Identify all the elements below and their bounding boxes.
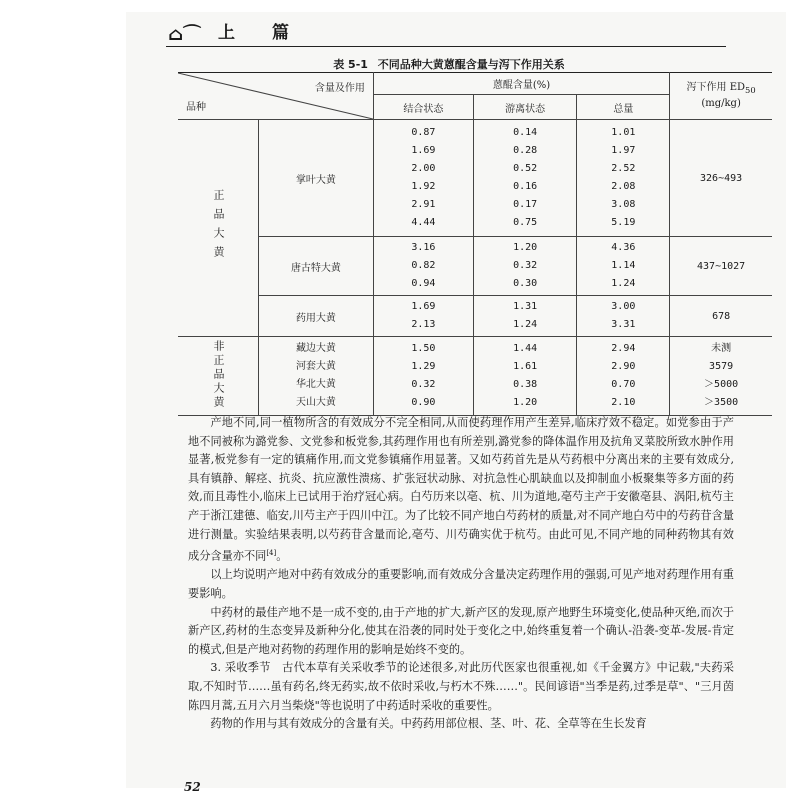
value: 2.94 — [611, 343, 636, 354]
value: 0.82 — [411, 260, 436, 271]
running-header — [166, 16, 726, 47]
ed50-header — [670, 73, 772, 120]
bound-values — [373, 296, 473, 337]
bound-values — [373, 237, 473, 296]
value: 2.91 — [411, 199, 436, 210]
group-header: 蒽醌含量(%) — [373, 73, 669, 95]
ed50-value: 437~1027 — [670, 237, 772, 296]
total-values — [577, 237, 670, 296]
col-header-free: 游离状态 — [473, 95, 577, 120]
value: 3.16 — [411, 242, 436, 253]
value: 1.69 — [411, 301, 436, 312]
col-header-total: 总量 — [577, 95, 670, 120]
value: 1.50 — [411, 343, 436, 354]
category-cell — [178, 337, 259, 416]
diag-top-label: 含量及作用 — [314, 83, 365, 94]
ed50-subscript: 50 — [745, 85, 756, 95]
value: 0.75 — [513, 217, 538, 228]
value: 3.00 — [611, 301, 636, 312]
rhubarb-anthraquinone-table — [178, 72, 772, 416]
value: 1.24 — [611, 278, 636, 289]
value: 0.28 — [513, 145, 538, 156]
total-values — [577, 296, 670, 337]
ed50-value: 3579 — [709, 361, 734, 372]
value: 0.17 — [513, 199, 538, 210]
value: 1.29 — [411, 361, 436, 372]
value: 0.90 — [411, 397, 436, 408]
variety-name: 天山大黄 — [295, 397, 336, 408]
value: 2.10 — [611, 397, 636, 408]
variety-name: 华北大黄 — [295, 379, 336, 390]
bound-values — [373, 120, 473, 237]
paragraph-text: 产地不同,同一植物所含的有效成分不完全相同,从而使药理作用产生差异,临床疗效不稳定。如党参由于产地不同被称为潞党参、文党参和板党参,其药理作用也有所差别,潞党参的降体温作用及抗角叉菜胶所致水肿作用显著,板党参有一定的镇痛作用,而文党参镇痛作用显著。又如芍药首先是从芍药根中分离出来的主要有效成分,具有镇静、解痉、抗炎、抗应激性溃疡、扩张冠状动脉、对抗急性心肌缺血以及抑制血小板聚集等多方面的药效,而且毒性小,临床上已试用于治疗冠心病。白芍历来以亳、杭、川为道地,亳芍主产于安徽亳县、涡阳,杭芍主产于浙江建德、临安,川芍主产于四川中江。为了比较不同产地白芍药材的质量,对不同产地白芍中的芍药苷含量进行测量。实验结果表明,以芍药苷含量而论,亳芍、川芍确实优于杭芍。由此可见,不同产地的同种药物其有效成分含量亦不同 — [188, 416, 734, 563]
table-number: 表 5-1 — [333, 58, 368, 71]
value: 1.20 — [513, 397, 538, 408]
ed50-unit: (mg/kg) — [701, 98, 741, 109]
value: 1.14 — [611, 260, 636, 271]
value: 1.24 — [513, 319, 538, 330]
ed50-value: 未测 — [711, 343, 732, 354]
value: 1.20 — [513, 242, 538, 253]
value: 1.92 — [411, 181, 436, 192]
free-values — [473, 120, 577, 237]
value: 0.32 — [411, 379, 436, 390]
value: 2.90 — [611, 361, 636, 372]
body-text — [188, 414, 734, 734]
value: 1.01 — [611, 127, 636, 138]
ed50-value: ＞3500 — [704, 397, 739, 408]
total-values — [577, 120, 670, 237]
value: 0.16 — [513, 181, 538, 192]
value: 4.44 — [411, 217, 436, 228]
value: 4.36 — [611, 242, 636, 253]
value: 1.69 — [411, 145, 436, 156]
paragraph: 产地不同,同一植物所含的有效成分不完全相同,从而使药理作用产生差异,临床疗效不稳定。如党参由于产地不同被称为潞党参、文党参和板党参,其药理作用也有所差别,潞党参的降体温作用及抗角叉菜胶所致水肿作用显著,板党参有一定的镇痛作用,而文党参镇痛作用显著。又如芍药首先是从芍药根中分离出来的主要有效成分,具有镇静、解痉、抗炎、抗应激性溃疡、扩张冠状动脉、对抗急性心肌缺血以及抑制血小板聚集等多方面的药效,而且毒性小,临床上已试用于治疗冠心病。白芍历来以亳、杭、川为道地,亳芍主产于安徽亳县、涡阳,杭芍主产于浙江建德、临安,川芍主产于四川中江。为了比较不同产地白芍药材的质量,对不同产地白芍中的芍药苷含量进行测量。实验结果表明,以芍药苷含量而论,亳芍、川芍确实优于杭芍。由此可见,不同产地的同种药物其有效成分含量亦不同[4]。 — [188, 416, 734, 563]
value: 0.30 — [513, 278, 538, 289]
category-label: 正品大黄 — [212, 188, 225, 265]
diag-bottom-label: 品种 — [186, 102, 206, 113]
paragraph: 药物的作用与其有效成分的含量有关。中药药用部位根、茎、叶、花、全草等在生长发育 — [210, 717, 647, 731]
variety-name: 唐古特大黄 — [259, 237, 374, 296]
value: 0.94 — [411, 278, 436, 289]
variety-name: 药用大黄 — [259, 296, 374, 337]
col-header-bound: 结合状态 — [373, 95, 473, 120]
value: 2.08 — [611, 181, 636, 192]
value: 0.32 — [513, 260, 538, 271]
value: 3.31 — [611, 319, 636, 330]
variety-name: 掌叶大黄 — [259, 120, 374, 237]
table-title: 不同品种大黄蒽醌含量与泻下作用关系 — [377, 58, 565, 71]
bound-values — [373, 337, 473, 416]
ed50-values — [670, 337, 772, 416]
ed50-label: 泻下作用 ED — [686, 82, 746, 93]
variety-name: 河套大黄 — [295, 361, 336, 372]
free-values — [473, 296, 577, 337]
value: 0.70 — [611, 379, 636, 390]
value: 2.13 — [411, 319, 436, 330]
value: 1.61 — [513, 361, 538, 372]
value: 0.14 — [513, 127, 538, 138]
value: 1.44 — [513, 343, 538, 354]
header-chapter: 篇 — [272, 23, 289, 43]
paragraph: 中药材的最佳产地不是一成不变的,由于产地的扩大,新产区的发现,原产地野生环境变化,使品种灭绝,而次于新产区,药材的生态变异及新种分化,使其在沿袭的同时处于变化之中,始终重复着一个确认-沿袭-变革-发展-肯定的模式,但是产地对药物的药理作用的影响是始终不变的。 — [188, 605, 734, 656]
free-values — [473, 337, 577, 416]
variety-name: 藏边大黄 — [295, 343, 336, 354]
category-label: 非正品大黄 — [212, 339, 225, 410]
value: 1.31 — [513, 301, 538, 312]
book-page — [126, 12, 786, 794]
reference-mark[interactable]: [4] — [266, 549, 277, 558]
ed50-value: 678 — [670, 296, 772, 337]
value: 3.08 — [611, 199, 636, 210]
value: 0.38 — [513, 379, 538, 390]
free-values — [473, 237, 577, 296]
value: 1.97 — [611, 145, 636, 156]
variety-names — [259, 337, 374, 416]
value: 5.19 — [611, 217, 636, 228]
header-part: 上 — [218, 23, 235, 43]
category-cell — [178, 120, 259, 337]
table-caption — [166, 56, 732, 72]
paragraph: 3. 采收季节 古代本草有关采收季节的论述很多,对此历代医家也很重视,如《千金翼方》中记载,"夫药采取,不知时节……虽有药名,终无药实,故不依时采收,与朽木不殊……"。民间谚语"当季是药,过季是草"、"三月茵陈四月蒿,五月六月当柴烧"等也说明了中药适时采收的重要性。 — [188, 661, 734, 712]
total-values — [577, 337, 670, 416]
value: 2.52 — [611, 163, 636, 174]
value: 0.87 — [411, 127, 436, 138]
paragraph: 以上均说明产地对中药有效成分的重要影响,而有效成分含量决定药理作用的强弱,可见产地对药理作用有重要影响。 — [188, 568, 734, 601]
value: 0.52 — [513, 163, 538, 174]
chapter-ornament: ⌂⌒ — [168, 24, 202, 45]
value: 2.00 — [411, 163, 436, 174]
page-number: 52 — [184, 780, 201, 794]
ed50-value: ＞5000 — [704, 379, 739, 390]
diagonal-header-cell — [178, 73, 373, 120]
ed50-value: 326~493 — [670, 120, 772, 237]
